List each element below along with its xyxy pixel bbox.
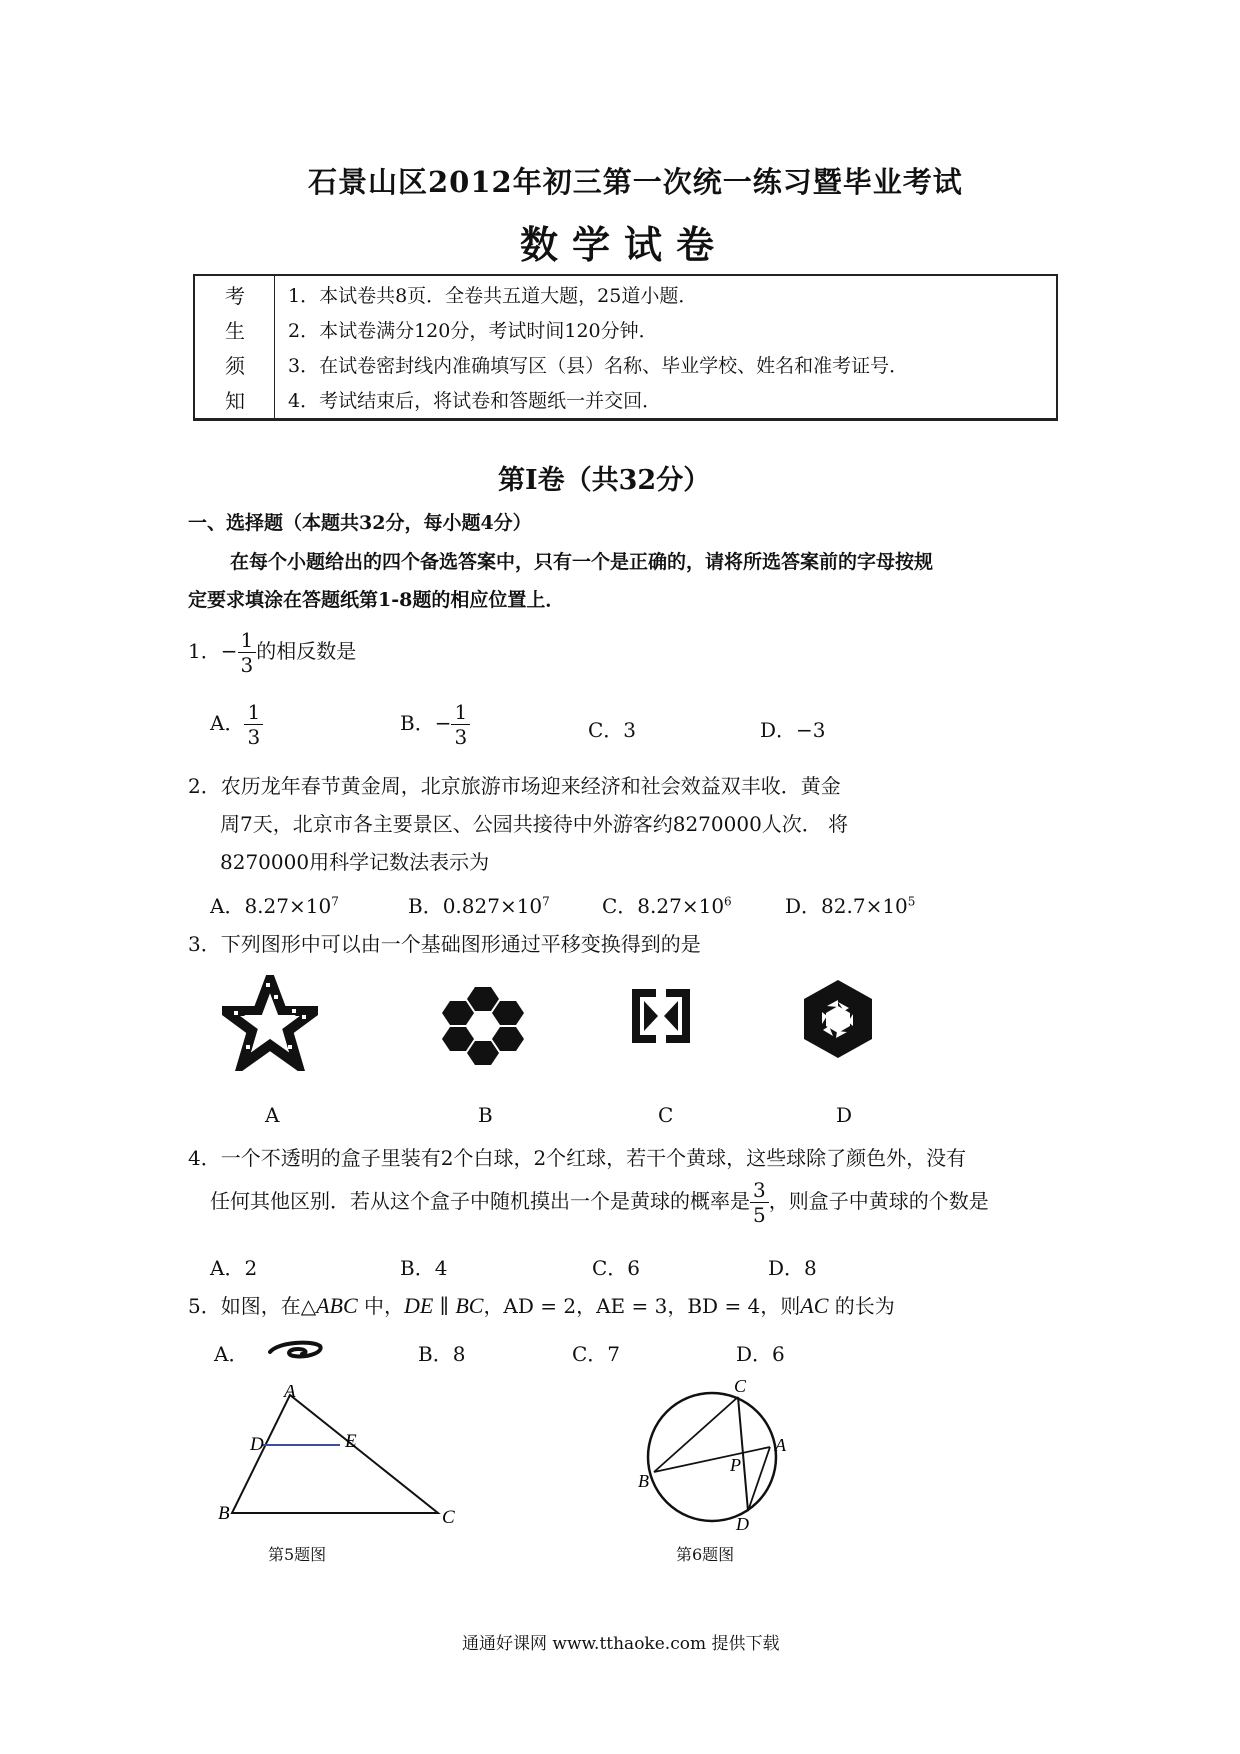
question-text: 的长为	[828, 1294, 895, 1318]
footer-source: 通通好课网 www.tthaoke.com 提供下载	[462, 1634, 780, 1654]
instruction-line-2: 定要求填涂在答题纸第1-8题的相应位置上．	[188, 589, 565, 611]
figure-label-c: C	[658, 1103, 674, 1127]
segment-bc: BC	[455, 1293, 484, 1318]
minus-sign: −	[220, 639, 238, 663]
notice-side-char: 考	[225, 284, 245, 308]
exam-title: 石景山区2012年初三第一次统一练习暨毕业考试	[308, 165, 963, 199]
option-d: D．8	[768, 1256, 817, 1280]
vertex-label: E	[345, 1431, 357, 1452]
question-4-line-1: 4．一个不透明的盒子里装有2个白球，2个红球，若干个黄球，这些球除了颜色外，没有	[188, 1146, 967, 1170]
option-b: B．4	[400, 1256, 448, 1280]
denominator: 3	[454, 725, 468, 749]
option-d	[785, 890, 915, 919]
option-b	[408, 890, 550, 919]
question-text: 中，	[357, 1294, 405, 1318]
numerator: 3	[750, 1178, 769, 1203]
notice-item: 3．在试卷密封线内准确填写区（县）名称、毕业学校、姓名和准考证号．	[288, 355, 909, 377]
option-text: A．8.27×10	[210, 894, 332, 918]
minus-sign: −	[434, 711, 452, 735]
figure-label-a: A	[265, 1103, 280, 1127]
question-text: ，则盒子中黄球的个数是	[768, 1189, 989, 1213]
question-2-line-3: 8270000用科学记数法表示为	[220, 850, 490, 874]
option-a	[214, 1338, 248, 1367]
candidate-notice-box	[193, 274, 1058, 421]
fraction	[451, 700, 470, 749]
notice-item: 1．本试卷共8页．全卷共五道大题，25道小题．	[288, 285, 698, 307]
exponent: 7	[331, 894, 339, 909]
option-a: A．2	[210, 1256, 258, 1280]
segment-ac: AC	[800, 1293, 829, 1318]
instruction-line-1: 在每个小题给出的四个备选答案中，只有一个是正确的，请将所选答案前的字母按规	[230, 551, 934, 573]
option-d: D．−3	[760, 718, 826, 742]
option-c: C．3	[588, 718, 637, 742]
point-label: A	[775, 1435, 786, 1455]
option-b: B．8	[418, 1342, 466, 1366]
point-label: D	[736, 1514, 749, 1534]
exponent: 6	[724, 894, 732, 909]
numerator: 1	[244, 700, 263, 725]
option-a	[210, 890, 339, 919]
figure-5-triangle	[210, 1385, 470, 1530]
option-a	[210, 700, 263, 749]
figure-b-hexagons	[440, 985, 526, 1067]
notice-item: 4．考试结束后，将试卷和答题纸一并交回．	[288, 390, 662, 412]
vertex-label: B	[218, 1503, 230, 1524]
triangle-name: ABC	[316, 1293, 358, 1318]
option-label: B．	[400, 711, 435, 735]
exponent: 5	[907, 894, 916, 909]
segment-de: DE	[404, 1293, 434, 1318]
notice-side-char: 须	[225, 354, 245, 378]
numerator: 1	[238, 628, 257, 653]
denominator: 5	[753, 1203, 766, 1227]
question-number: 1．	[188, 639, 221, 663]
question-4-line-2	[210, 1178, 989, 1227]
notice-side-char: 生	[225, 319, 245, 343]
notice-divider	[274, 276, 275, 418]
numerator: 1	[451, 700, 470, 725]
option-d: D．6	[736, 1342, 785, 1366]
option-text: D．82.7×10	[785, 894, 908, 918]
option-c	[602, 890, 732, 919]
notice-side-char: 知	[225, 389, 245, 413]
section-title: 一、选择题（本题共32分，每小题4分）	[188, 512, 532, 534]
question-text: 任何其他区别．若从这个盒子中随机摸出一个是黄球的概率是	[210, 1189, 750, 1213]
vertex-label: A	[284, 1385, 296, 1402]
question-conditions: ，AD = 2，AE = 3，BD = 4，则	[483, 1294, 801, 1318]
exponent: 7	[542, 894, 550, 909]
fraction	[750, 1178, 769, 1227]
option-label: A．	[210, 711, 245, 735]
question-2-line-1: 2．农历龙年春节黄金周，北京旅游市场迎来经济和社会效益双丰收．黄金	[188, 774, 841, 798]
question-1	[188, 628, 356, 677]
notice-item: 2．本试卷满分120分，考试时间120分钟．	[288, 320, 658, 342]
denominator: 3	[247, 725, 261, 749]
figure-6-circle	[630, 1375, 800, 1535]
option-c: C．7	[572, 1342, 621, 1366]
point-label: C	[734, 1376, 747, 1396]
figure-d-aperture	[797, 978, 879, 1060]
parallel-sign: ∥	[433, 1294, 456, 1318]
figure-5-caption: 第5题图	[268, 1545, 327, 1564]
fraction	[244, 700, 263, 749]
option-text: B．0.827×10	[408, 894, 543, 918]
question-5	[188, 1290, 895, 1319]
question-stem: 的相反数是	[256, 639, 357, 663]
figure-label-b: B	[478, 1103, 493, 1127]
option-label: A．	[214, 1342, 249, 1366]
question-2-line-2: 周7天，北京市各主要景区、公园共接待中外游客约8270000人次． 将	[220, 812, 849, 836]
option-b	[400, 700, 470, 749]
fraction	[238, 628, 257, 677]
point-label: B	[638, 1471, 649, 1491]
option-a-ink-scribble	[268, 1338, 324, 1364]
part-heading: 第Ⅰ卷（共32分）	[498, 465, 711, 496]
option-text: C．8.27×10	[602, 894, 725, 918]
figure-label-d: D	[836, 1103, 853, 1127]
question-3: 3．下列图形中可以由一个基础图形通过平移变换得到的是	[188, 932, 701, 956]
paper-title: 数学试卷	[520, 222, 729, 267]
figure-6-caption: 第6题图	[676, 1545, 735, 1564]
point-label: P	[730, 1455, 741, 1475]
vertex-label: C	[442, 1507, 455, 1528]
vertex-label: D	[250, 1434, 264, 1455]
figure-c-square-pattern	[630, 987, 692, 1045]
question-text: 5．如图，在△	[188, 1294, 317, 1318]
option-c: C．6	[592, 1256, 641, 1280]
figure-a-star-film	[222, 975, 318, 1071]
denominator: 3	[240, 653, 254, 677]
